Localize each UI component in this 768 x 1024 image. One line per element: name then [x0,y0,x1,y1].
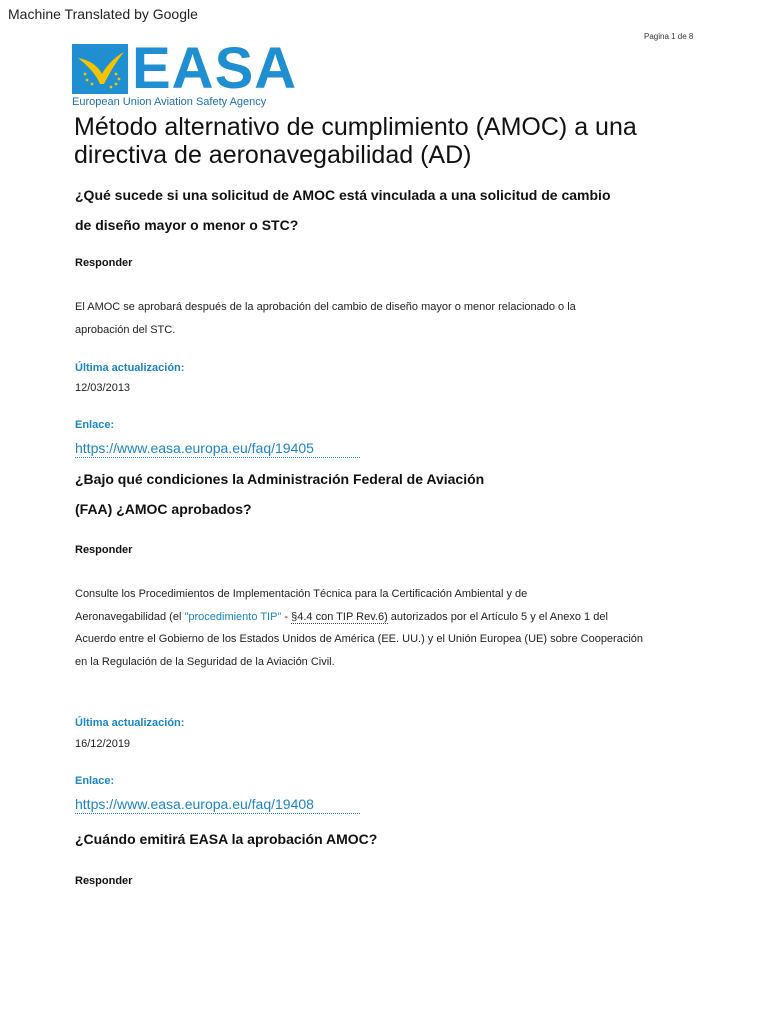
machine-translated-banner: Machine Translated by Google [8,6,198,22]
link-label: Enlace: [75,775,115,787]
answer-label: Responder [75,257,133,269]
faq-question: ¿Cuándo emitirá EASA la aprobación AMOC? [75,831,378,847]
answer-text: Consulte los Procedimientos de Implementación Técnica para la Certificación Ambiental y de Aeronavegabilidad (el "procedimiento TIP" - §4.4 con TIP Rev.6) autorizados por el Artículo 5 y el Anexo 1 del Acuerdo entre el Gobierno de los Estados Unidos de América (EE. UU.) y el Unión Europea (UE) sobre Cooperación en la Regulación de la Seguridad de la Aviación Civil. [75,588,644,668]
page-number: Pagina 1 de 8 [644,32,694,41]
page-title: Método alternativo de cumplimiento (AMOC) a una directiva de aeronavegabilidad (AD) [74,113,637,169]
tip-section-ref: §4.4 con TIP Rev.6) [291,610,388,623]
easa-emblem-icon [72,44,128,94]
link-label: Enlace: [75,419,115,431]
last-updated-label: Última actualización: [75,362,185,374]
last-updated-date: 12/03/2013 [75,382,131,394]
faq-link[interactable]: https://www.easa.europa.eu/faq/19408 [75,796,360,814]
faq-question: ¿Bajo qué condiciones la Administración Federal de Aviación (FAA) ¿AMOC aprobados? [75,471,485,517]
answer-label: Responder [75,544,133,556]
logo-subtitle: European Union Aviation Safety Agency [72,96,267,108]
faq-link[interactable]: https://www.easa.europa.eu/faq/19405 [75,440,360,458]
answer-label: Responder [75,875,133,887]
last-updated-date: 16/12/2019 [75,738,131,750]
tip-procedure-link[interactable]: "procedimiento TIP" [184,610,282,623]
logo-wordmark: EASA [132,36,298,101]
answer-text: El AMOC se aprobará después de la aprobación del cambio de diseño mayor o menor relacionado o la aprobación del STC. [75,301,576,336]
last-updated-label: Última actualización: [75,717,185,729]
faq-question: ¿Qué sucede si una solicitud de AMOC está vinculada a una solicitud de cambio de diseño mayor o menor o STC? [75,187,611,233]
easa-logo [72,36,298,112]
